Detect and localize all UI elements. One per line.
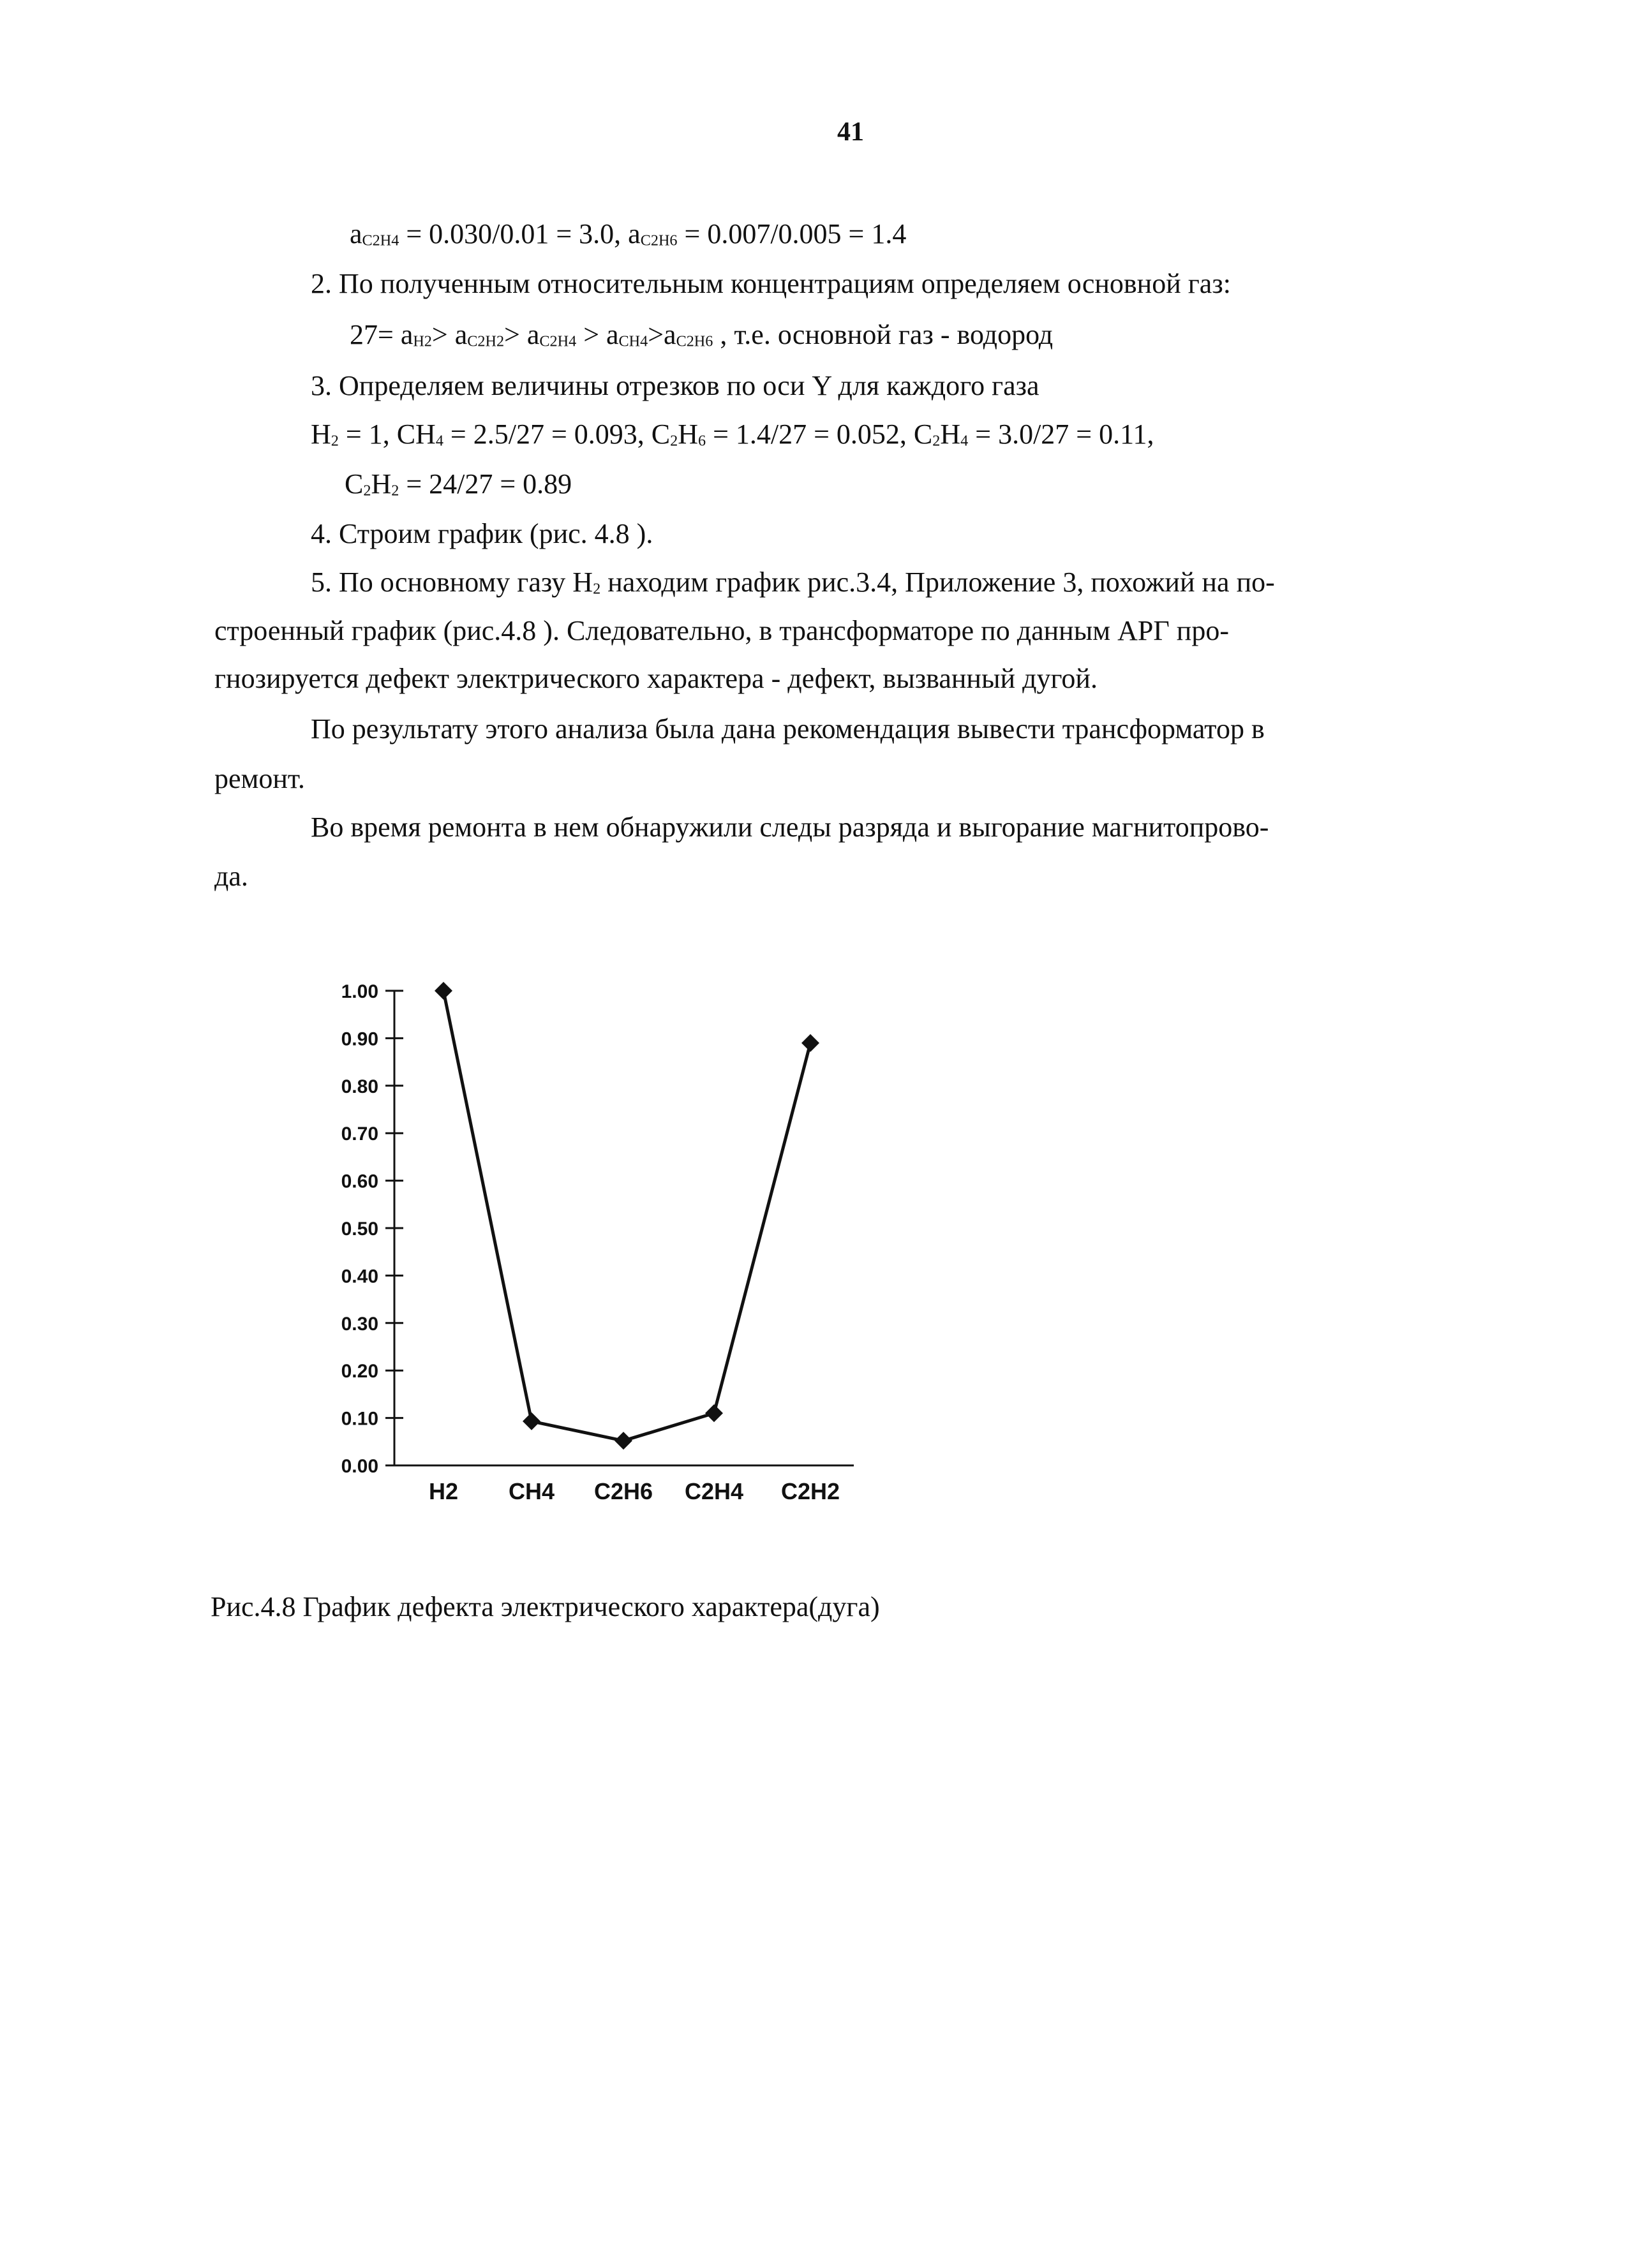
step-3-line: 3. Определяем величины отрезков по оси Y для каждого газа <box>311 370 1039 401</box>
y-tick-label: 0.90 <box>341 1028 378 1050</box>
text: > a <box>504 319 540 350</box>
text: H <box>678 419 698 450</box>
data-point-marker <box>705 1404 723 1422</box>
y-tick-label: 0.30 <box>341 1313 378 1335</box>
y-tick-label: 0.20 <box>341 1361 378 1382</box>
y-tick-label: 0.80 <box>341 1076 378 1097</box>
subscript: H2 <box>413 332 432 350</box>
data-point-marker <box>435 982 452 1000</box>
text: a <box>350 218 362 249</box>
text: H <box>371 468 392 500</box>
subscript: C2H2 <box>467 332 505 350</box>
data-point-marker <box>801 1034 819 1052</box>
series-line <box>443 991 810 1441</box>
x-tick-label: H2 <box>428 1478 459 1504</box>
y-tick-label: 0.70 <box>341 1123 378 1145</box>
paragraph-repair-line-1: Во время ремонта в нем обнаружили следы разряда и выгорание магнитопрово- <box>311 812 1269 843</box>
text: = 0.030/0.01 = 3.0, a <box>399 218 641 249</box>
y-tick-label: 0.10 <box>341 1408 378 1430</box>
subscript: C2H4 <box>539 332 577 350</box>
x-tick-label: C2H4 <box>684 1478 744 1504</box>
subscript: 2 <box>593 580 601 598</box>
y-tick-label: 0.00 <box>341 1456 378 1477</box>
figure-caption: Рис.4.8 График дефекта электрического характера(дуга) <box>211 1591 880 1622</box>
text: C <box>345 468 364 500</box>
page-number: 41 <box>837 117 864 147</box>
paragraph-recommendation-line-1: По результату этого анализа была дана рекомендация вывести трансформатор в <box>311 713 1265 745</box>
subscript: 2 <box>331 432 339 450</box>
text: >a <box>648 319 676 350</box>
step-5-line-2: строенный график (рис.4.8 ). Следовательно, в трансформаторе по данным АРГ про- <box>214 615 1229 646</box>
text: = 2.5/27 = 0.093, C <box>443 419 671 450</box>
text: находим график рис.3.4, Приложение 3, похожий на по- <box>600 567 1275 598</box>
text: = 0.007/0.005 = 1.4 <box>677 218 907 249</box>
step-4-line: 4. Строим график (рис. 4.8 ). <box>311 518 653 549</box>
step-5-line-3: гнозируется дефект электрического характера - дефект, вызванный дугой. <box>214 663 1098 694</box>
subscript: 4 <box>960 432 969 450</box>
y-tick-label: 1.00 <box>341 981 378 1002</box>
subscript: 4 <box>435 432 443 450</box>
subscript: C2H4 <box>362 232 399 249</box>
text: H <box>940 419 961 450</box>
text: = 1.4/27 = 0.052, C <box>706 419 933 450</box>
text: 5. По основному газу H <box>311 567 593 598</box>
paragraph-recommendation-line-2: ремонт. <box>214 763 305 794</box>
text: = 24/27 = 0.89 <box>399 468 572 500</box>
y-tick-label: 0.60 <box>341 1171 378 1192</box>
data-point-marker <box>523 1412 540 1430</box>
text: > a <box>576 319 619 350</box>
subscript: C2H6 <box>676 332 713 350</box>
subscript: 2 <box>391 482 399 500</box>
text: , т.е. основной газ - водород <box>713 319 1054 350</box>
step-2-line: 2. По полученным относительным концентрациям определяем основной газ: <box>311 268 1231 299</box>
x-tick-label: CH4 <box>508 1478 555 1504</box>
subscript: 2 <box>670 432 678 450</box>
subscript: 2 <box>363 482 371 500</box>
text: = 1, CH <box>338 419 436 450</box>
text: 27= a <box>350 319 413 350</box>
x-tick-label: C2H2 <box>780 1478 840 1504</box>
paragraph-repair-line-2: да. <box>214 861 248 892</box>
text: H <box>311 419 331 450</box>
text: > a <box>431 319 468 350</box>
subscript: 2 <box>932 432 941 450</box>
x-tick-label: C2H6 <box>593 1478 653 1504</box>
text: = 3.0/27 = 0.11, <box>968 419 1154 450</box>
subscript: 6 <box>697 432 706 450</box>
subscript: CH4 <box>618 332 648 350</box>
subscript: C2H6 <box>640 232 678 249</box>
data-point-marker <box>614 1432 632 1449</box>
y-tick-label: 0.50 <box>341 1219 378 1240</box>
y-tick-label: 0.40 <box>341 1266 378 1287</box>
